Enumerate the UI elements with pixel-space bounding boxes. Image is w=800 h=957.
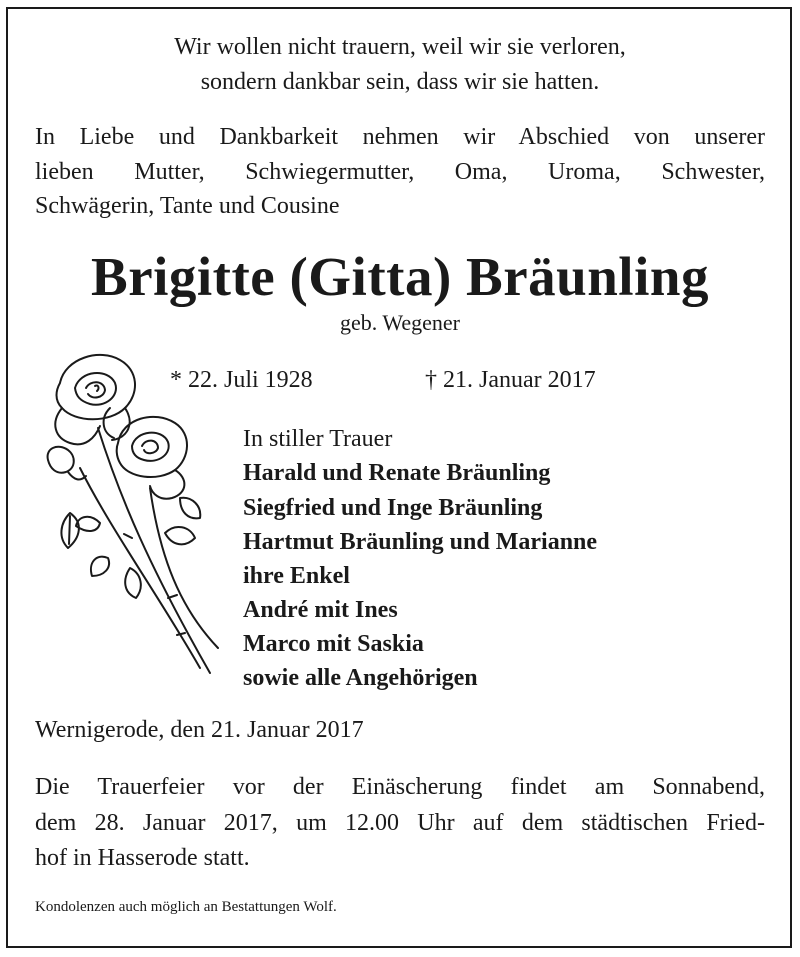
motto-line-1: Wir wollen nicht trauern, weil wir sie verloren, (174, 34, 626, 60)
mourner-name: Marco mit Saskia (243, 631, 424, 657)
mourner-name: ihre Enkel (243, 563, 350, 589)
footer-note: Kondolenzen auch möglich an Bestattungen Wolf. (35, 899, 337, 915)
mourner-name: Harald und Renate Bräunling (243, 460, 551, 486)
mourner-name: Siegfried und Inge Bräunling (243, 495, 543, 521)
motto-line-2: sondern dankbar sein, dass wir sie hatten. (200, 69, 600, 95)
death-date: † 21. Januar 2017 (425, 367, 596, 393)
birth-name: geb. Wegener (340, 310, 460, 335)
ceremony-line-3: hof in Hasserode statt. (35, 845, 250, 871)
birth-date: * 22. Juli 1928 (170, 367, 313, 393)
ceremony-line-2: dem 28. Januar 2017, um 12.00 Uhr auf dem städtischen Fried- (35, 810, 765, 836)
ceremony-line-1: Die Trauerfeier vor der Einäscherung findet am Sonnabend, (35, 774, 765, 800)
deceased-name: Brigitte (Gitta) Bräunling (91, 246, 709, 307)
intro-line-2: lieben Mutter, Schwiegermutter, Oma, Uroma, Schwester, (35, 159, 765, 185)
intro-line-3: Schwägerin, Tante und Cousine (35, 193, 340, 219)
mourner-name: sowie alle Angehörigen (243, 665, 478, 691)
mourner-name: André mit Ines (243, 597, 398, 623)
place-date: Wernigerode, den 21. Januar 2017 (35, 717, 364, 743)
mourners-heading: In stiller Trauer (243, 426, 393, 452)
mourner-name: Hartmut Bräunling und Marianne (243, 529, 598, 555)
intro-line-1: In Liebe und Dankbarkeit nehmen wir Abschied von unserer (35, 124, 765, 150)
rose-bouquet-icon (40, 348, 225, 688)
